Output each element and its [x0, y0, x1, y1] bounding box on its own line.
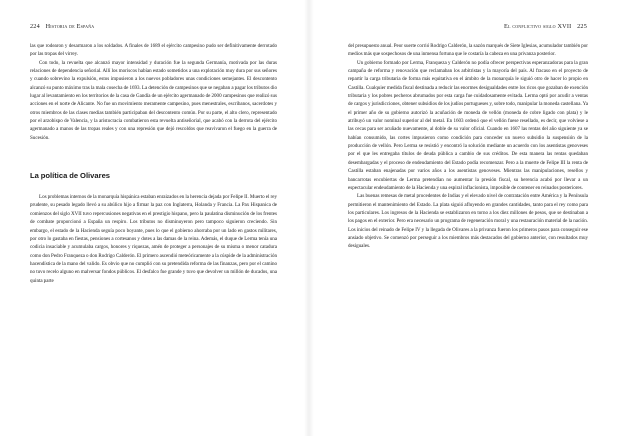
- section-heading: La política de Olivares: [30, 171, 111, 181]
- left-page-number: 224: [30, 23, 40, 30]
- left-text-column: [30, 42, 277, 285]
- paragraph: Con todo, la revuelta que alcanzó mayor intensidad y duración fue la segunda Germanía, motivada por las duras relaciones de dependencia señorial. Allí los moriscos habían estado sometidos a una explotación muy dura por sus señores y cuando sobrevino la expulsión, estos impusieron a los nuevos pobladores unas condiciones semejantes. El descontento alcanzó su punto máximo tras la mala cosecha de 1693. La detención de campesinos que se negaban a pagar los tributos dio lugar al levantamiento en los territorios de la casa de Gandía de un ejército agermanado de 2000 campesinos que realizó sus acciones en el norte de Alicante. No fue un movimiento meramente campesino, pues menestrales, escribanos, sacerdotes y otros miembros de las clases medias también participaban del descontento común. Por su parte, el alto clero, representado por el arzobispo de Valencia, y la aristocracia combatieron esta revuelta antiseñorial, que acabó con la derrota del ejército agermanado a manos de las tropas reales y con una represión que dejó rescoldos que reavivaron el fuego en la guerra de Sucesión.: [30, 59, 277, 141]
- left-running-head-title: Historia de España: [45, 23, 95, 30]
- right-text-column: [348, 42, 588, 251]
- paragraph: las que rodearon y desarmaron a los soldados. A finales de 1689 el ejército campesino pudo ser definitivamente derrotado por las tropas del virrey.: [30, 43, 277, 58]
- paragraph: Las buenas remesas de metal procedentes de Indias y el elevado nivel de contratación entre América y la Península permitieron el mantenimiento del Estado. La plata siguió afluyendo en grandes cantidades, tanto para el rey como para los particulares. Los ingresos de la Hacienda se establizaron en torno a los diez millones de pesos, que se destinaban a los pagos en el exterior. Pero era necesario un programa de regeneración moral y una restauración material de la nación. Los inicios del reinado de Felipe IV y la llegada de Olivares a la privanza fueron los primeros pasos para conseguir ese ansiado objetivo. Se comenzó por perseguir a los miembros más destacados del gobierno anterior, con resultados muy desiguales.: [348, 193, 588, 250]
- right-page-number: 225: [577, 23, 587, 30]
- paragraph: Un gobierno formado por Lerma, Franqueza y Calderón no podía ofrecer perspectivas esperanzadoras para la gran campaña de reforma y renovación que reclamaban los arbitristas y la mayoría del país. Al fracaso en el proyecto de repartir la carga tributaria de forma más equitativa en el ámbito de la monarquía le siguió otro de hacer lo propio en Castilla. Cualquier medida fiscal destinada a reducir las enormes desigualdades entre los ricos que gozaban de exención tributaria y los pobres pecheros abrumados por esta carga fue cuidadosamente evitada. Lerma optó por acudir a ventas de cargos y jurisdicciones, obtener subsidios de los judíos portugueses y, sobre todo, manipular la moneda castellana. Ya el primer año de su gobierno autorizó la acuñación de moneda de vellón (moneda de cobre ligado con plata) y le atribuyó un valor nominal superior al del metal. En 1603 ordenó que el vellón fuese resellado, es decir, que volviese a las cecas para ser acuñado nuevamente, al doble de su valor oficial. Cuando en 1607 las rentas del año siguiente ya se habían consumido, las cortes impusieron como condición para conceder un nuevo subsidio la suspensión de la producción de vellón. Pero Lerma se resistió y encontró la solución mediante un acuerdo con los asentistas genoveses por el que les entregaba títulos de deuda pública a cambio de sus créditos. De esta manera las rentas quedaban desembargadas y el proceso de endeudamiento del Estado podía recomenzar. Pero a la muerte de Felipe III la renta de Castilla estaban enajenadas por varios años a los asentistas genoveses. Mientras las manipulaciones, resellos y bancarrotas encubiertas de Lerma pretendían no aumentar la presión fiscal, su herencia acabó por llevar a un espectacular endeudamiento de la Hacienda y una espiral inflacionista, imposible de contener en reinados posteriores.: [348, 59, 588, 191]
- right-page: [309, 0, 618, 436]
- left-running-header: [30, 23, 94, 30]
- right-running-head-title: El conflictivo siglo XVII: [503, 23, 572, 30]
- right-running-header: [504, 23, 587, 30]
- paragraph: Los problemas internos de la monarquía hispánica estaban enraizados en la herencia dejada por Felipe II. Muerto el rey prudente, su pesado legado llevó a su abúlico hijo a firmar la paz con Inglaterra, Holanda y Francia. La Pax Hispanica de comienzos del siglo XVII tuvo repercusiones negativas en el prestigio hispano, pero la paulatina disminución de los frentes de combate proporcionó a España un respiro. Los tributos no disminuyeron pero tampoco siguieron creciendo. Sin embargo, el estado de la Hacienda seguía poco boyante, pues lo que el gobierno ahorraba por un lado en gastos militares, por otro lo gastaba en fiestas, pensiones a cortesanos y dotes a las damas de la reina. Además, el duque de Lerma tenía una codicia insaciable y acumulaba cargos, honores y riquezas, amén de proteger a personajes de su misma o menor catadura como don Pedro Franqueza o don Rodrigo Calderón. El primero ascendió meteóricamente a la cúspide de la administración hacendística de la mano del valido. Es obvio que no cumplió con su pretendida reforma de las finanzas, pero por el camino no tuvo recelo alguno en malversar fondos públicos. El desfalco fue grande y tuvo que devolver un millón de ducados, una quinta parte: [30, 194, 277, 284]
- paragraph: del presupuesto anual. Peor suerte corrió Rodrigo Calderón, la sazón marqués de Siete Iglesias, acumulador también por medios más que sospechosos de una inmensa fortuna que le costaría la cabeza en una privanza posterior.: [348, 43, 588, 58]
